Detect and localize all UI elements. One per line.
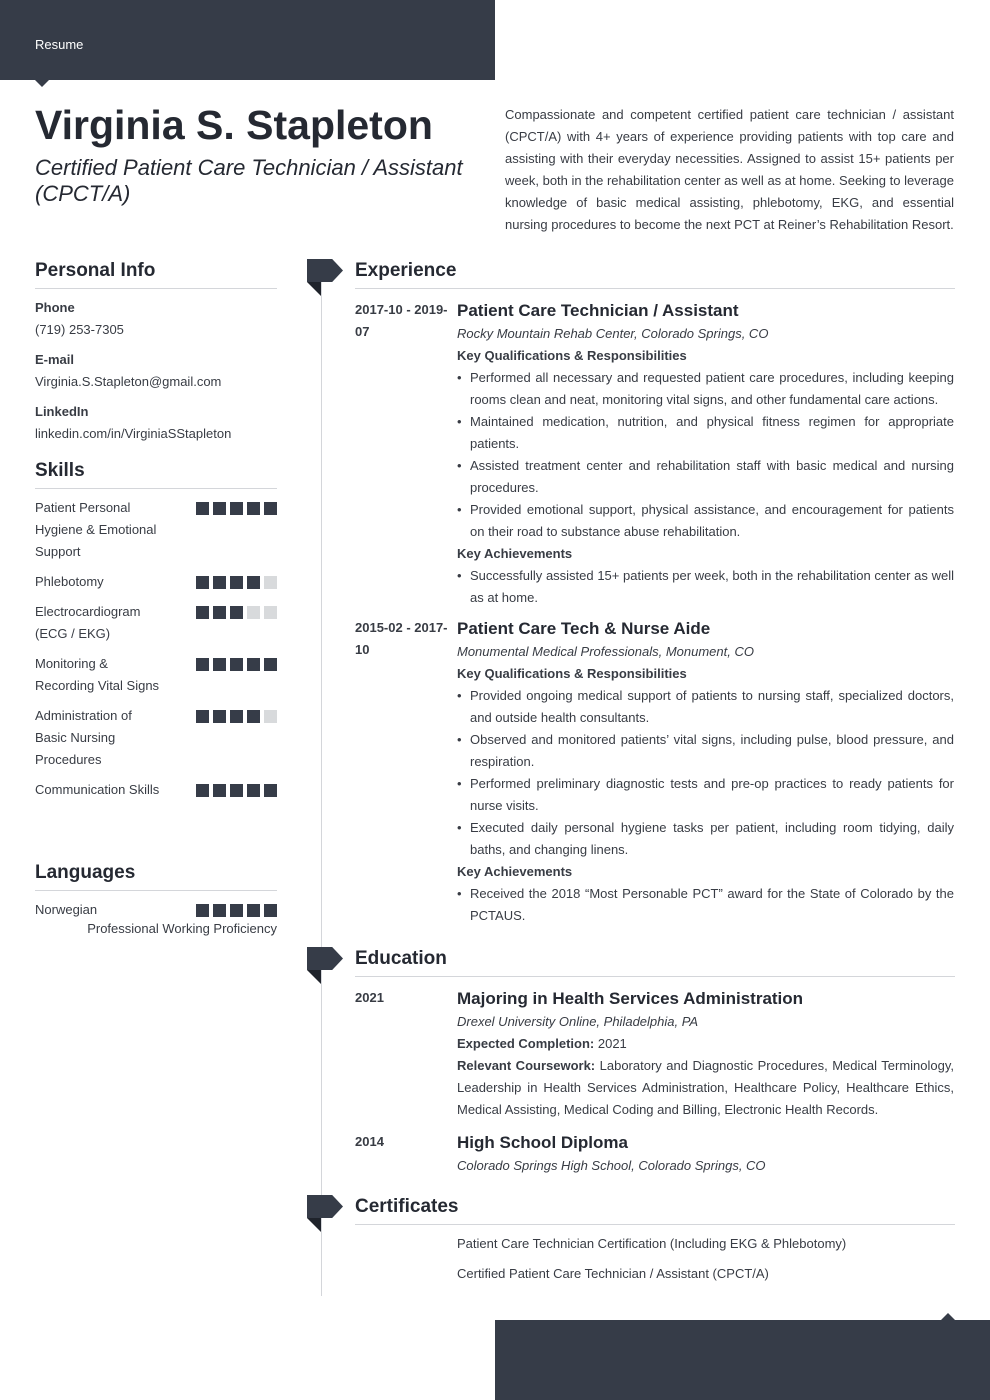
- info-value: (719) 253-7305: [35, 322, 124, 337]
- skill-item: [35, 779, 277, 801]
- bullet-item: • Performed preliminary diagnostic tests and pre-op practices to ready patients for nurse visits.: [457, 773, 954, 817]
- rating-dot-empty: [247, 606, 260, 619]
- achievements-list: [457, 565, 954, 609]
- rating-dot-filled: [230, 904, 243, 917]
- rating-dot-empty: [264, 710, 277, 723]
- rating-dot-filled: [230, 710, 243, 723]
- rating-dot-filled: [213, 710, 226, 723]
- experience-entry: [355, 299, 955, 609]
- footer-bar: [495, 1320, 990, 1400]
- rating-dot-filled: [196, 606, 209, 619]
- entry-body: [457, 987, 954, 1121]
- skill-item: [35, 571, 277, 593]
- section-heading: Experience: [355, 259, 955, 289]
- rating-dot-filled: [230, 784, 243, 797]
- education-detail: [457, 1055, 954, 1121]
- info-value: Virginia.S.Stapleton@gmail.com: [35, 374, 222, 389]
- info-label: LinkedIn: [35, 404, 89, 419]
- language-proficiency: Professional Working Proficiency: [87, 921, 277, 936]
- section-heading: Certificates: [355, 1195, 955, 1225]
- resume-label: Resume: [35, 37, 84, 52]
- entry-date: 2021: [355, 990, 384, 1005]
- section-heading: Languages: [35, 861, 277, 891]
- rating-dot-filled: [264, 502, 277, 515]
- rating-dots: [196, 779, 277, 801]
- languages-section: [35, 861, 277, 939]
- bullet-item: • Observed and monitored patients’ vital signs, including pulse, blood pressure, and respiration.: [457, 729, 954, 773]
- entry-date: 2017-10 - 2019-07: [355, 302, 448, 339]
- education-detail: [457, 1033, 954, 1055]
- bullet-item: • Provided ongoing medical support of patients to nursing staff, specialized doctors, and outside health consultants.: [457, 685, 954, 729]
- job-title: Patient Care Technician / Assistant: [457, 301, 739, 320]
- achievements-list: [457, 883, 954, 927]
- skill-name: Patient Personal Hygiene & Emotional Support: [35, 500, 157, 559]
- rating-dot-filled: [196, 904, 209, 917]
- rating-dot-filled: [247, 710, 260, 723]
- rating-dot-filled: [213, 502, 226, 515]
- entry-body: [457, 617, 954, 927]
- info-label: Phone: [35, 300, 75, 315]
- detail-text: Laboratory and Diagnostic Procedures, Medical Terminology, Leadership in Health Services Administration, Healthcare Policy, Healthcare Ethics, Medical Assisting, Medical Coding and Billing, Electronic Health Records.: [457, 1058, 954, 1117]
- rating-dot-filled: [247, 502, 260, 515]
- rating-dot-filled: [230, 606, 243, 619]
- entry-body: [457, 1131, 954, 1177]
- rating-dot-filled: [230, 502, 243, 515]
- candidate-name: Virginia S. Stapleton: [35, 102, 433, 148]
- header-notch: [35, 80, 49, 87]
- section-heading: Skills: [35, 459, 277, 489]
- rating-dot-filled: [247, 784, 260, 797]
- skill-name: Phlebotomy: [35, 574, 104, 589]
- rating-dot-filled: [264, 904, 277, 917]
- flag-icon: [307, 259, 343, 296]
- bullet-item: • Successfully assisted 15+ patients per week, both in the rehabilitation center as well as at home.: [457, 565, 954, 609]
- skill-item: [35, 497, 277, 563]
- experience-entry: [355, 617, 955, 927]
- education-entry: [355, 1131, 955, 1177]
- language-name: Norwegian: [35, 902, 98, 917]
- header-bar: [0, 0, 495, 80]
- rating-dot-filled: [213, 784, 226, 797]
- bullet-item: • Assisted treatment center and rehabilitation staff with basic medical and nursing procedures.: [457, 455, 954, 499]
- candidate-title: Certified Patient Care Technician / Assistant (CPCT/A): [35, 155, 463, 206]
- bullet-item: • Executed daily personal hygiene tasks per patient, including room tidying, daily baths, and changing linens.: [457, 817, 954, 861]
- footer-notch: [941, 1313, 955, 1320]
- flag-icon: [307, 1195, 343, 1232]
- skills-section: [35, 459, 277, 801]
- section-heading: Education: [355, 947, 955, 977]
- rating-dot-filled: [264, 784, 277, 797]
- rating-dot-filled: [196, 576, 209, 589]
- skill-name: Administration of Basic Nursing Procedures: [35, 708, 132, 767]
- certificates-section: [355, 1195, 955, 1285]
- degree-title: High School Diploma: [457, 1133, 628, 1152]
- rating-dot-filled: [196, 502, 209, 515]
- education-entry: [355, 987, 955, 1121]
- bullet-item: • Received the 2018 “Most Personable PCT” award for the State of Colorado by the PCTAUS.: [457, 883, 954, 927]
- timeline-line: [321, 282, 322, 1296]
- rating-dots: [196, 601, 277, 645]
- rating-dot-empty: [264, 606, 277, 619]
- bullet-item: • Performed all necessary and requested patient care procedures, including keeping rooms clean and neat, monitoring vital signs, and other fundamental care actions.: [457, 367, 954, 411]
- rating-dot-filled: [230, 576, 243, 589]
- rating-dot-filled: [230, 658, 243, 671]
- school: Colorado Springs High School, Colorado Springs, CO: [457, 1158, 766, 1173]
- bullet-item: • Provided emotional support, physical assistance, and encouragement for patients on their road to substance abuse rehabilitation.: [457, 499, 954, 543]
- subheading: Key Achievements: [457, 546, 573, 561]
- language-item: [35, 899, 277, 921]
- responsibilities-list: [457, 367, 954, 543]
- rating-dot-filled: [247, 658, 260, 671]
- info-value: linkedin.com/in/VirginiaSStapleton: [35, 426, 232, 441]
- skill-name: Monitoring & Recording Vital Signs: [35, 656, 160, 693]
- responsibilities-list: [457, 685, 954, 861]
- degree-title: Majoring in Health Services Administration: [457, 989, 804, 1008]
- detail-label: Expected Completion:: [457, 1036, 595, 1051]
- section-heading: Personal Info: [35, 259, 277, 289]
- entry-date: 2014: [355, 1134, 384, 1149]
- education-section: [355, 947, 955, 1177]
- subheading: Key Achievements: [457, 864, 573, 879]
- entry-date: 2015-02 - 2017-10: [355, 620, 448, 657]
- school: Drexel University Online, Philadelphia, PA: [457, 1014, 699, 1029]
- job-title: Patient Care Tech & Nurse Aide: [457, 619, 711, 638]
- rating-dot-empty: [264, 576, 277, 589]
- rating-dots: [196, 497, 277, 563]
- experience-section: [355, 259, 955, 927]
- skill-name: Communication Skills: [35, 782, 160, 797]
- rating-dot-filled: [213, 606, 226, 619]
- rating-dot-filled: [213, 904, 226, 917]
- flag-icon: [307, 947, 343, 984]
- rating-dots: [196, 653, 277, 697]
- skill-item: [35, 653, 277, 697]
- rating-dot-filled: [264, 658, 277, 671]
- rating-dot-filled: [196, 710, 209, 723]
- summary: Compassionate and competent certified patient care technician / assistant (CPCT/A) with 4+ years of experience providing patients with top care and assisting with their everyday necessities. Assigned to assist 15+ patients per week, both in the rehabilitation center as well as at home. Seeking to leverage knowledge of basic medical assisting, phlebotomy, EKG, and essential nursing procedures to become the next PCT at Reiner’s Rehabilitation Resort.: [505, 107, 954, 232]
- info-label: E-mail: [35, 352, 75, 367]
- rating-dot-filled: [247, 904, 260, 917]
- bullet-item: • Maintained medication, nutrition, and physical fitness regimen for appropriate patients.: [457, 411, 954, 455]
- subheading: Key Qualifications & Responsibilities: [457, 666, 687, 681]
- rating-dots: [196, 705, 277, 771]
- company: Rocky Mountain Rehab Center, Colorado Springs, CO: [457, 326, 769, 341]
- certificate-item: Patient Care Technician Certification (Including EKG & Phlebotomy): [457, 1236, 847, 1251]
- skill-name: Electrocardiogram (ECG / EKG): [35, 604, 141, 641]
- detail-label: Relevant Coursework:: [457, 1058, 596, 1073]
- rating-dot-filled: [213, 658, 226, 671]
- rating-dot-filled: [196, 784, 209, 797]
- certificate-item: Certified Patient Care Technician / Assistant (CPCT/A): [457, 1266, 769, 1281]
- company: Monumental Medical Professionals, Monument, CO: [457, 644, 754, 659]
- detail-text: 2021: [594, 1036, 627, 1051]
- rating-dot-filled: [247, 576, 260, 589]
- entry-body: [457, 299, 954, 609]
- rating-dot-filled: [196, 658, 209, 671]
- skill-item: [35, 705, 277, 771]
- rating-dots: [196, 571, 277, 593]
- rating-dots: [196, 899, 277, 921]
- personal-info-section: [35, 259, 277, 445]
- rating-dot-filled: [213, 576, 226, 589]
- subheading: Key Qualifications & Responsibilities: [457, 348, 687, 363]
- skill-item: [35, 601, 277, 645]
